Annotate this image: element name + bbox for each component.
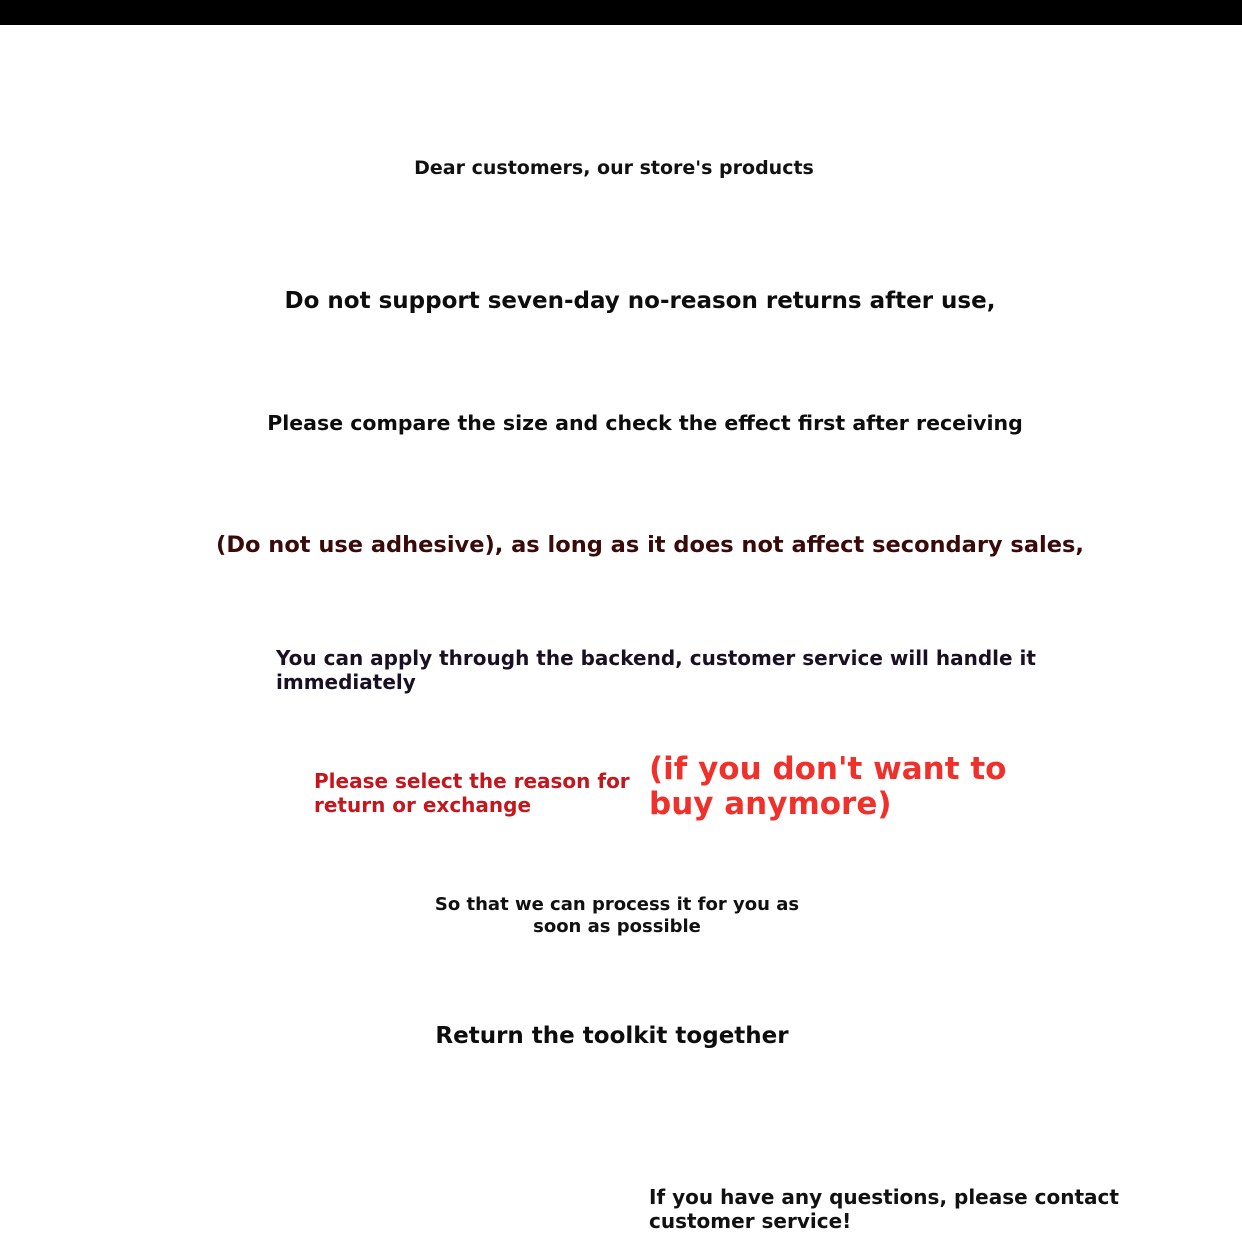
- apply-backend-text: You can apply through the backend, customer service will handle it immediately: [276, 646, 1036, 694]
- contact-service-text: If you have any questions, please contact customer service!: [649, 1185, 1119, 1233]
- greeting-text: Dear customers, our store's products: [414, 157, 814, 179]
- select-reason-text: Please select the reason for return or exchange: [314, 769, 630, 817]
- no-return-policy-text: Do not support seven-day no-reason returns after use,: [284, 288, 996, 314]
- compare-size-text: Please compare the size and check the effect first after receiving: [267, 411, 1023, 435]
- reason-highlight-text: (if you don't want to buy anymore): [649, 751, 1007, 822]
- top-bar: [0, 0, 1242, 25]
- return-toolkit-text: Return the toolkit together: [435, 1023, 789, 1049]
- adhesive-condition-text: (Do not use adhesive), as long as it does not affect secondary sales,: [216, 532, 1084, 558]
- process-soon-text: So that we can process it for you as soon as possible: [434, 894, 800, 937]
